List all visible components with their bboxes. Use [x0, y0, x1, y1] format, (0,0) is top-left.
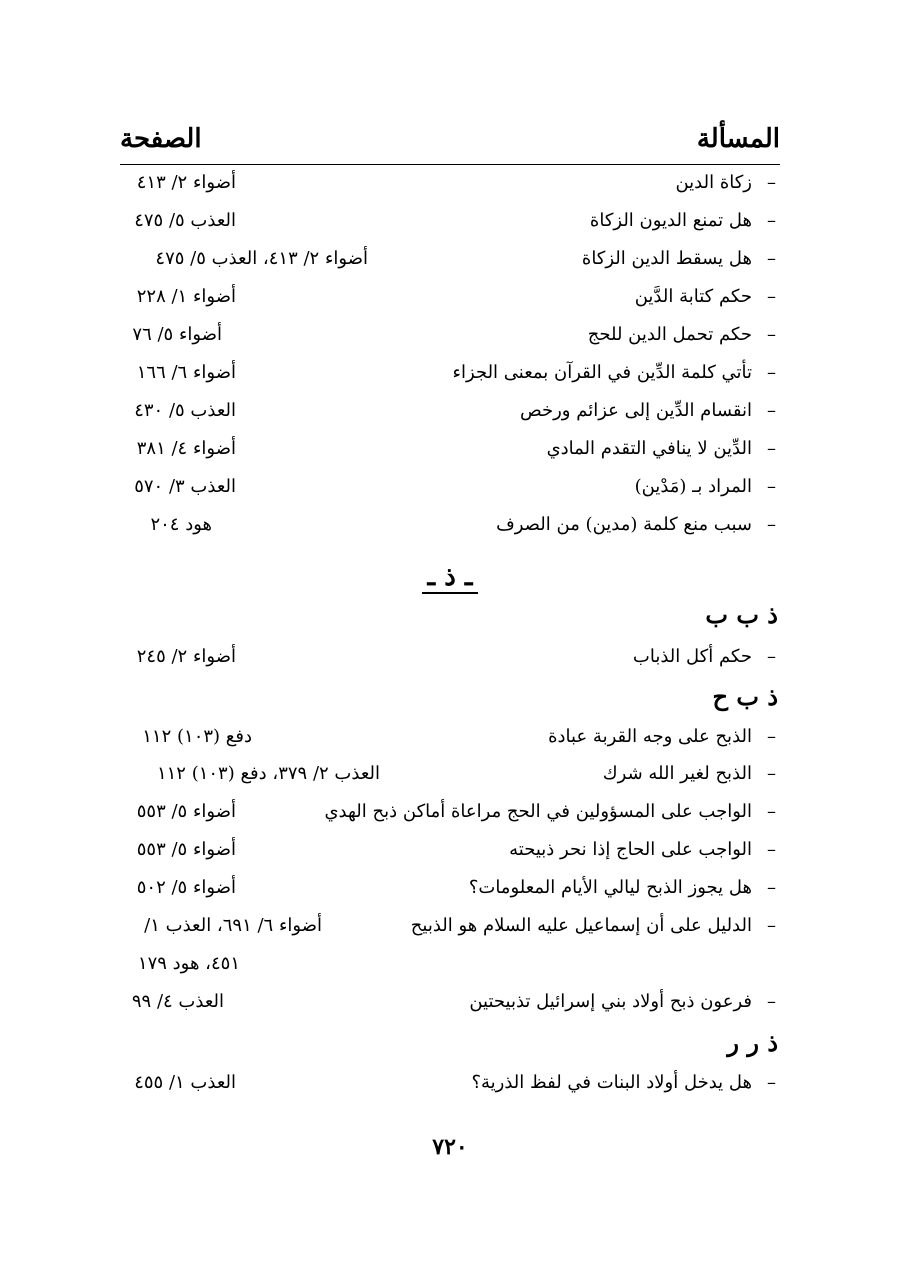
index-entry [120, 324, 780, 354]
entry-reference-continued: ٤٥١، هود ١٧٩ [137, 953, 240, 974]
entry-reference: العذب ٥/ ٤٣٠ [134, 400, 236, 421]
entry-dash: – [767, 514, 776, 535]
entry-question: زكاة الدين [675, 172, 752, 193]
entry-reference: العذب ٥/ ٤٧٥ [134, 210, 236, 231]
entry-dash: – [767, 248, 776, 269]
entry-dash: – [767, 763, 776, 784]
entry-reference: العذب ٢/ ٣٧٩، دفع (١٠٣) ١١٢ [156, 763, 380, 784]
entry-question: فرعون ذبح أولاد بني إسرائيل تذبيحتين [469, 991, 752, 1012]
entry-dash: – [767, 646, 776, 667]
entry-reference: أضواء ٥/ ٥٥٣ [136, 801, 236, 822]
entry-reference: دفع (١٠٣) ١١٢ [142, 726, 252, 747]
entry-question: الدِّين لا ينافي التقدم المادي [546, 438, 752, 459]
header-rule [120, 164, 780, 165]
index-entry [120, 210, 780, 240]
entry-question: المراد بـ (مَدْين) [634, 476, 752, 497]
entry-question: حكم تحمل الدين للحج [587, 324, 752, 345]
index-entry [120, 991, 780, 1021]
index-entry [120, 763, 780, 793]
entry-reference: أضواء ١/ ٢٢٨ [136, 286, 236, 307]
entry-reference: أضواء ٦/ ٦٩١، العذب ١/ [144, 915, 322, 936]
entry-dash: – [767, 915, 776, 936]
index-entry [120, 726, 780, 756]
entry-dash: – [767, 877, 776, 898]
entry-reference: العذب ٤/ ٩٩ [131, 991, 224, 1012]
entry-question: هل تمنع الديون الزكاة [589, 210, 752, 231]
entry-question: سبب منع كلمة (مدين) من الصرف [496, 514, 752, 535]
index-entry [120, 646, 780, 676]
entry-question: الذبح على وجه القربة عبادة [548, 726, 752, 747]
entry-dash: – [767, 362, 776, 383]
entry-reference: العذب ١/ ٤٥٥ [134, 1072, 236, 1093]
entry-question: حكم كتابة الدَّين [634, 286, 752, 307]
entry-question: هل يدخل أولاد البنات في لفظ الذرية؟ [471, 1072, 752, 1093]
entry-reference: أضواء ٥/ ٥٥٣ [136, 839, 236, 860]
letter-section-heading [0, 562, 900, 592]
index-entry [120, 839, 780, 869]
entry-reference: أضواء ٦/ ١٦٦ [136, 362, 236, 383]
index-entry [120, 514, 780, 544]
entry-dash: – [767, 991, 776, 1012]
entry-dash: – [767, 400, 776, 421]
entry-reference: أضواء ٢/ ٤١٣ [136, 172, 236, 193]
entry-reference: أضواء ٥/ ٥٠٢ [136, 877, 236, 898]
entry-dash: – [767, 801, 776, 822]
entry-question: حكم أكل الذباب [632, 646, 752, 667]
entry-dash: – [767, 324, 776, 345]
entry-question: هل يجوز الذبح ليالي الأيام المعلومات؟ [468, 877, 752, 898]
page-number: ٧٢٠ [432, 1134, 468, 1160]
root-heading: ذ ب ح [712, 682, 778, 711]
entry-dash: – [767, 172, 776, 193]
entry-reference: أضواء ٥/ ٧٦ [132, 324, 222, 345]
entry-reference: أضواء ٢/ ٤١٣، العذب ٥/ ٤٧٥ [155, 248, 368, 269]
entry-question: هل يسقط الدين الزكاة [581, 248, 752, 269]
question-column-header: المسألة [696, 124, 780, 154]
entry-reference: أضواء ٤/ ٣٨١ [136, 438, 236, 459]
entry-dash: – [767, 286, 776, 307]
index-entry [120, 438, 780, 468]
index-entry [120, 1072, 780, 1102]
index-entry [120, 172, 780, 202]
index-entry [120, 915, 780, 945]
letter-heading-text: ـ ذ ـ [422, 562, 479, 594]
entry-question: الذبح لغير الله شرك [602, 763, 752, 784]
entry-question: الواجب على المسؤولين في الحج مراعاة أماكن ذبح الهدي [324, 801, 752, 822]
entry-dash: – [767, 210, 776, 231]
entry-reference: هود ٢٠٤ [150, 514, 212, 535]
entry-question: انقسام الدِّين إلى عزائم ورخص [519, 400, 752, 421]
entry-question: الواجب على الحاج إذا نحر ذبيحته [509, 839, 752, 860]
index-entry [120, 362, 780, 392]
entry-reference: أضواء ٢/ ٢٤٥ [136, 646, 236, 667]
index-entry [120, 476, 780, 506]
index-entry [120, 877, 780, 907]
entry-dash: – [767, 476, 776, 497]
entry-dash: – [767, 1072, 776, 1093]
page-column-header: الصفحة [120, 124, 202, 154]
index-entry [120, 801, 780, 831]
entry-dash: – [767, 726, 776, 747]
entry-dash: – [767, 839, 776, 860]
root-heading: ذ ر ر [727, 1028, 778, 1057]
index-entry [120, 400, 780, 430]
index-entry [120, 286, 780, 316]
root-heading: ذ ب ب [705, 600, 778, 629]
table-header [120, 124, 780, 160]
entry-question: تأتي كلمة الدِّين في القرآن بمعنى الجزاء [452, 362, 752, 383]
entry-dash: – [767, 438, 776, 459]
index-entry [120, 248, 780, 278]
entry-reference: العذب ٣/ ٥٧٠ [134, 476, 236, 497]
entry-question: الدليل على أن إسماعيل عليه السلام هو الذبيح [410, 915, 752, 936]
index-entry-continuation [120, 953, 780, 983]
